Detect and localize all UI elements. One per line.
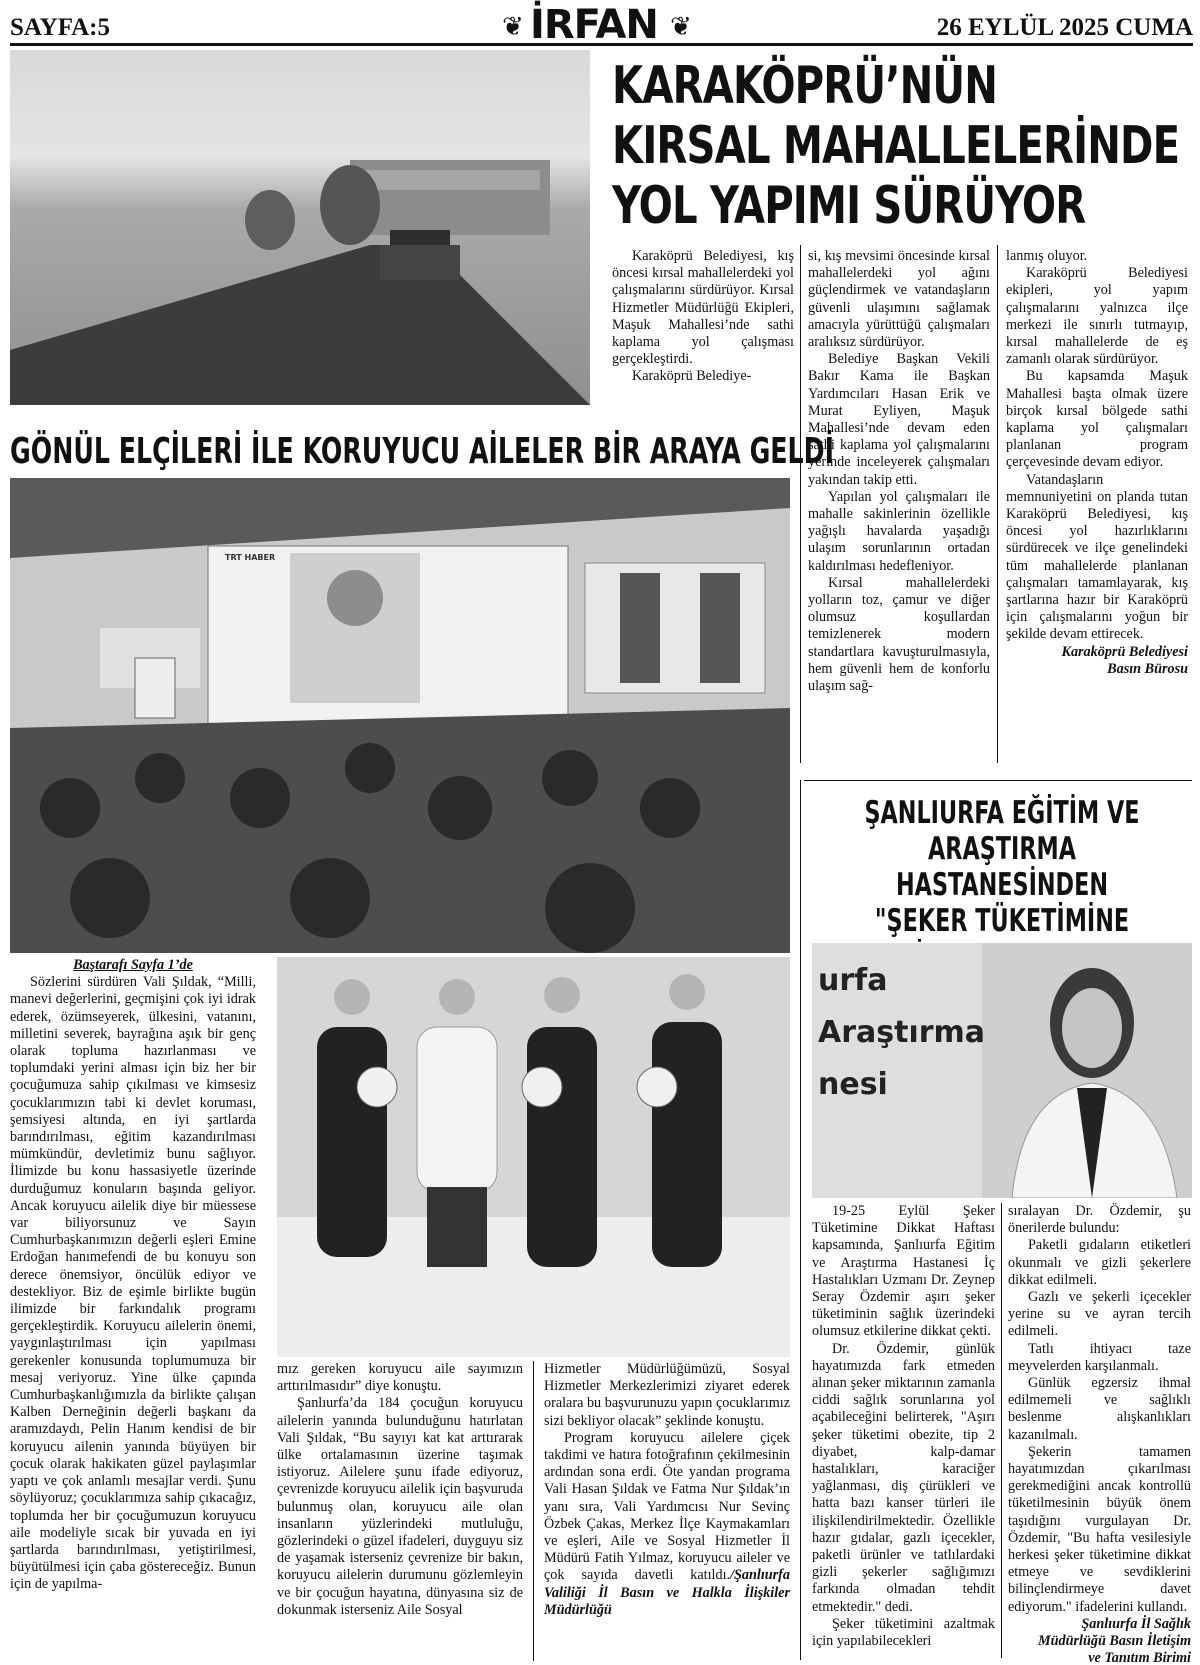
paragraph: Gazlı ve şekerli içecekler yerine su ve ayran tercih edilmeli.: [1008, 1289, 1191, 1340]
paragraph: sıralayan Dr. Özdemir, şu önerilerde bulundu:: [1008, 1203, 1191, 1237]
signature-line: Karaköprü Belediyesi: [1061, 643, 1188, 660]
paragraph: Paketli gıdaların etiketleri okunmalı ve gizli şekerlere dikkat edilmeli.: [1008, 1237, 1191, 1288]
paragraph: Yapılan yol çalışmaları ile mahalle sakinlerinin özellikle yağışlı havalarda yaşadığı ulaşım sorunlarının ortadan kaldırılması hedefleniyor.: [808, 488, 990, 574]
hospital-sign: [818, 955, 985, 1111]
road-construction-photo: [10, 50, 590, 405]
masthead: [10, 2, 1193, 48]
headline-line: ŞANLIURFA EĞİTİM VE: [864, 795, 1140, 831]
paragraph: Karaköprü Belediye-: [632, 368, 752, 385]
paragraph: Karaköprü Belediyesi ekipleri, yol yapım çalışmalarını yalnızca ilçe merkezi ile sınırlı tutmayıp, kırsal mahallelerde de eş zamanlı olarak sürdürüyor.: [1006, 265, 1188, 368]
auditorium-photo: [10, 478, 790, 953]
paragraph: Belediye Başkan Vekili Bakır Kama ile Başkan Yardımcıları Hasan Erik ve Murat Eyliyen, Maşuk Mahallesi’nde devam eden sathi kaplama yol çalışmalarını yerinde inceleyerek çalışmaları yakından takip etti.: [808, 351, 990, 488]
headline-line: YOL YAPIMI SÜRÜYOR: [612, 176, 1086, 236]
column-divider: [1001, 1203, 1002, 1658]
doctor-portrait-photo: [812, 943, 1192, 1198]
newspaper-logo: İRFAN: [530, 2, 658, 48]
section-divider: [804, 780, 1192, 781]
story3-column-2: [1008, 1203, 1191, 1665]
paragraph: Günlük egzersiz ihmal edilmemeli ve sağlıklı beslenme alışkanlıkları kazanılmalı.: [1008, 1375, 1191, 1443]
column-divider: [800, 780, 801, 1660]
paragraph: Karaköprü Belediyesi, kış öncesi kırsal mahallelerdeki yol çalışmalarını sürdürüyor. Kırsal Hizmetler Müdürlüğü Ekipleri, Maşuk Mahallesi’nde sathi kaplama yol çalışması gerçekleştirdi.: [612, 248, 794, 368]
paragraph: lanmış oluyor.: [1006, 248, 1088, 264]
paragraph: Tatlı ihtiyacı taze meyvelerden karşılanmalı.: [1008, 1340, 1191, 1374]
paragraph: Şanlıurfa’da 184 çocuğun koruyucu ailelerin yanında bulunduğunu hatırlatan Vali Şıldak, “Bu sayıyı kat kat arttırarak ülke ortalamasının üzerine taşımak istiyoruz. Ailelere şunu ifade ediyoruz, çevrenizde koruyucu ailelik için başvuruda bulunmuş olan, koruyucu aile olan insanların yüzlerindeki mutluluğu, gözlerindeki o güzel ifadeleri, duyguyu siz de yaşamak isterseniz çevrenize bir bakın, koruyucu ailelerin durumunu gözlemleyin ve bir çocuğun hayatına, dünyasına siz de dokunmak isterseniz Aile Sosyal: [277, 1395, 523, 1618]
paragraph-text: Program koruyucu ailelere çiçek takdimi ve hatıra fotoğrafının çekilmesinin ardından sona erdi. Öte yandan programa Vali Hasan Şıldak ve Fatma Nur Şıldak’ın yanı sıra, Vali Yardımcısı Nur Sevinç Özbek Çakas, Merkez İlçe Kaymakamları ve eşleri, Aile ve Sosyal Hizmetler İl Müdürü Fatih Yılmaz, koruyucu aileler ve çok sayıda davetli katıldı.: [544, 1429, 790, 1584]
paragraph: 19-25 Eylül Şeker Tüketimine Dikkat Haftası kapsamında, Şanlıurfa Eğitim ve Araştırma Hastanesi İç Hastalıkları Uzmanı Dr. Zeynep Seray Özdemir aşırı şeker tüketiminin sağlık üzerindeki olumsuz etkilerine dikkat çekti.: [812, 1203, 995, 1340]
paragraph: Sözlerini sürdüren Vali Şıldak, “Milli, manevi değerlerini, geçmişini çok iyi idrak ederek, özümseyerek, ülkesini, vatanını, milletini severek, bayrağına aşık bir genç olarak topluma hazırlanması ve toplumdaki yerini alması için biz her bir çocuğumuza sahip çıkılması ve kimsesiz çocuklarımızın tabi ki devlet koruması, şemsiyesi altında, en iyi şartlarda barındırılması, eğitim kazandırılması mümkündür, devletimiz bunu sağlıyor. İlimizde bu konu hassasiyetle üzerinde durduğumuz konuların başında geliyor. Ancak koruyucu ailelik diye bir müessese var biliyorsunuz ve Sayın Cumhurbaşkanımızın değerli eşleri Emine Erdoğan hanımefendi de bu konuyu son derece önemsiyor, öncülük ediyor ve destekliyor. Biz de eşimle birlikte bugün ilimizde bir farkındalık programı gerçekleştirdik. Koruyucu ailelerin önemi, yaygınlaştırılması için yapılması gerekenler konusunda toplumumuza bir mesaj veriyoruz. Yine ülke çapında Cumhurbaşkanlığımızla da birlikte çalışan Kalben Derneğinin değerli başkanı da aramızdaydı, Pelin Hanım kendisi de bir koruyucu ailenin yanında büyüyen bir çocuk olarak hakikaten güzel paylaşımlar yaptı ve çok anlamlı mesajlar verdi. Şunu söylüyoruz; çocuklarımıza sahip çıkacağız, toplumda her bir çocuğumuzun koruyucu aile modeliyle sıcak bir yuvada en iyi şartlarda barındırılması, yetiştirilmesi, büyütülmesi için çaba göstereceğiz. Bunun için de yapılma-: [10, 974, 256, 1593]
sign-line: nesi: [818, 1067, 888, 1102]
sign-line: Araştırma: [818, 1015, 986, 1050]
story2-column-2: [277, 1361, 523, 1619]
story2-signature: /Şanlıurfa Valiliği İl Basın ve Halkla İlişkiler Müdürlüğü: [544, 1567, 790, 1618]
headline-line: ARAŞTIRMA HASTANESİNDEN: [896, 831, 1108, 903]
story2-column-1: [10, 957, 256, 1594]
signature-line: Basın Bürosu: [1107, 660, 1188, 677]
story3-column-1: [812, 1203, 995, 1650]
paragraph: mız gereken koruyucu aile sayımızın arttırılmasıdır” diye konuştu.: [277, 1361, 523, 1395]
story1-column-3: [1006, 248, 1188, 678]
column-divider: [800, 245, 801, 763]
paragraph: Şekerin tamamen hayatımızdan çıkarılması gerekmediğini ancak kontrollü tüketilmesinin büyük önem taşıdığını vurgulayan Dr. Özdemir, "Bu hafta vesilesiyle herkesi şeker tüketimine dikkat etmeye ve sevdiklerini bilinçlendirmeye davet ediyorum." ifadelerini kullandı.: [1008, 1443, 1191, 1615]
award-group-photo: [277, 957, 790, 1357]
story1-column-2: [808, 248, 990, 695]
column-divider: [997, 245, 998, 763]
story1-signature: [1006, 644, 1188, 678]
signature-line: Müdürlüğü Basın İletişim: [1038, 1633, 1191, 1650]
paragraph: Kırsal mahallelerdeki yolların toz, çamur ve diğer olumsuz koşullardan temizlenerek modern standartlara kavuşturulmasıyla, hem güvenli hem de konforlu ulaşım sağ-: [808, 574, 990, 695]
column-divider: [533, 1361, 534, 1661]
screen-logo-text: TRT HABER: [225, 553, 276, 562]
paragraph: Vatandaşların memnuniyetini on planda tutan Karaköprü Belediyesi, kış öncesi yol hazırlıklarını sürdürecek ve ilçe genelindeki tüm mahallelerde planlanan çalışmaları tamamlayarak, kış şartlarına hazır bir Karaköprü için çalışmalarını yoğun bir şekilde devam ettirecek.: [1006, 471, 1188, 643]
page-number: SAYFA:5: [10, 14, 111, 41]
headline-line: KARAKÖPRÜ’NÜN: [612, 56, 998, 116]
paragraph: Bu kapsamda Maşuk Mahallesi başta olmak üzere birçok kırsal bölgede sathi kaplama yol çalışmaları planlanan program çerçevesinde devam ediyor.: [1006, 368, 1188, 471]
paragraph: Hizmetler Müdürlüğümüzü, Sosyal Hizmetler Merkezlerimizi ziyaret ederek oralara bu başvurunuzu yapın çocuklarımız sizi bekliyor olacak” şeklinde konuştu.: [544, 1361, 790, 1429]
story3-signature: [1008, 1616, 1191, 1665]
paragraph: Şeker tüketimini azaltmak için yapılabilecekleri: [812, 1615, 995, 1650]
story1-column-1: [612, 248, 794, 386]
sign-line: urfa: [818, 963, 888, 998]
paragraph: si, kış mevsimi öncesinde kırsal mahallelerdeki yol ağını güçlendirmek ve vatandaşların güvenli ulaşımını sağlamak amacıyla yürüttüğü çalışmaları aralıksız sürdürüyor.: [808, 248, 990, 351]
wheat-ornament-icon: ❦: [670, 12, 692, 42]
signature-line: ve Tanıtım Birimi: [1088, 1650, 1191, 1665]
paragraph: Dr. Özdemir, günlük hayatımızda fark etmeden alınan şeker miktarının zamanla ciddi sağlık sorunlarına yol açabileceğini belirterek, "Aşırı şeker tüketimi obezite, tip 2 diyabet, kalp-damar hastalıkları, karaciğer yağlanması, diş çürükleri ve hatta bazı kanser türleri ile ilişkilendirilmektedir. Özellikle hazır gıdalar, gazlı içecekler, paketli ürünler ve tatlılardaki gizli şekerler sağlığımızı farkında olmadan tehdit etmektedir." dedi.: [812, 1340, 995, 1615]
headline-line: KIRSAL MAHALLELERİNDE: [612, 116, 1180, 176]
issue-date: 26 EYLÜL 2025 CUMA: [936, 14, 1193, 41]
continued-from-label: Baştarafı Sayfa 1’de: [73, 957, 193, 973]
story1-headline: [612, 56, 1197, 236]
story2-headline: GÖNÜL ELÇİLERİ İLE KORUYUCU AİLELER BİR ARAYA GELDİ: [10, 431, 835, 472]
headline-line: "ŞEKER TÜKETİMİNE: [874, 903, 1130, 939]
story2-column-3: [544, 1361, 790, 1619]
wheat-ornament-icon: ❦: [502, 12, 524, 42]
signature-line: Şanlıurfa İl Sağlık: [1081, 1615, 1191, 1632]
